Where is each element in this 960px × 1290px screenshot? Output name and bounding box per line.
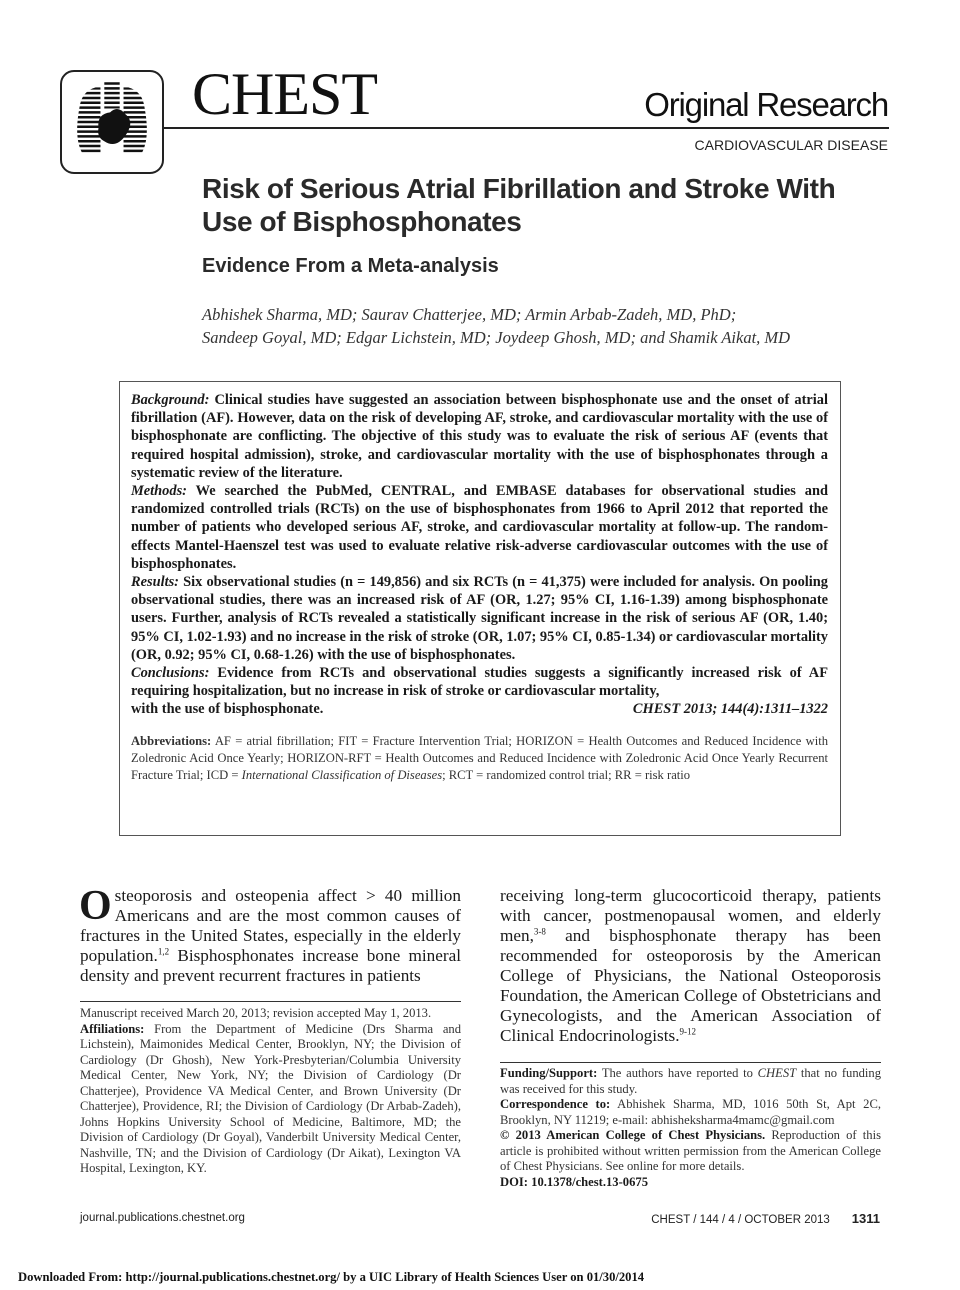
header-divider xyxy=(164,127,889,129)
abstract-citation-line: with the use of bisphosphonate. CHEST 2013; 144(4):1311–1322 xyxy=(131,701,828,718)
copyright: © 2013 American College of Chest Physicians. Reproduction of this article is prohibited without written permission from the American College of Chest Physicians. See online for more details. xyxy=(500,1128,881,1173)
article-subtitle: Evidence From a Meta-analysis xyxy=(202,255,499,277)
body-column-left: Osteoporosis and osteopenia affect > 40 million Americans and are the most common causes of fractures in the United States, especially in the elderly population.$^{1,2}$ Bisphosphonates increase bone mineral density and prevent recurrent fractures in patients xyxy=(79,883,461,985)
author-list xyxy=(202,303,882,349)
abstract xyxy=(119,381,841,836)
journal-name: CHEST xyxy=(192,61,378,127)
chest-logo-icon xyxy=(60,70,164,174)
body-column-right: receiving long-term glucocorticoid therapy, patients with cancer, postmenopausal women, and elderly men,$^{3-8}$ and bisphosphonate therapy has been recommended for osteoporosis by the American College of Physicians, the National Osteoporosis Foundation, the American College of Obstetricians and Gynecologists, and the American Association of Clinical Endocrinologists.$^{9-12}$ xyxy=(500,886,881,1045)
abbreviations: Abbreviations: AF = atrial fibrillation; FIT = Fracture Intervention Trial; HORIZON = Health Outcomes and Reduced Incidence with Zoledronic Acid Once Yearly; HORIZON-RFT = Health Outcomes and Reduced Incidence with Zoledronic Acid Once Yearly Recurrent Fracture Trial; ICD = International Classification of Diseases; RCT = randomized control trial; RR = risk ratio xyxy=(131,733,828,782)
drop-cap: O xyxy=(79,883,112,929)
author-line: Abhishek Sharma, MD; Saurav Chatterjee, MD; Armin Arbab-Zadeh, MD, PhD; xyxy=(202,305,737,324)
doi: DOI: 10.1378/chest.13-0675 xyxy=(500,1174,648,1189)
funding: Funding/Support: The authors have reported to CHEST that no funding was received for this study. xyxy=(500,1066,882,1096)
author-line: Sandeep Goyal, MD; Edgar Lichstein, MD; Joydeep Ghosh, MD; and Shamik Aikat, MD xyxy=(202,328,791,347)
footnote-divider xyxy=(500,1062,881,1063)
citation: CHEST 2013; 144(4):1311–1322 xyxy=(632,701,828,718)
journal-website[interactable]: journal.publications.chestnet.org xyxy=(80,1212,245,1224)
issue-info: CHEST / 144 / 4 / OCTOBER 2013 1311 xyxy=(651,1211,880,1226)
section-type: Original Research xyxy=(644,86,888,123)
affiliations: Affiliations: From the Department of Medicine (Drs Sharma and Lichstein), Maimonides Medical Center, Brooklyn, NY; the Division of Cardiology (Dr Ghosh), New York-Presbyterian/Columbia University Medical Center, New York, NY; the Division of Cardiology (Dr Chatterjee), Providence VA Medical Center, and Brown University (Dr Chatterjee), Providence, RI; the Division of Cardiology (Dr Arbab-Zadeh), Johns Hopkins University School of Medicine, Baltimore, MD; the Division of Cardiology (Dr Goyal), Vanderbilt University Medical Center, Nashville, TN; and the Division of Cardiology (Dr Aikat), Lexington VA Hospital, Lexington, KY. xyxy=(80,1021,462,1175)
abstract-background: Background: Clinical studies have suggested an association between bisphosphonate use and the onset of atrial fibrillation (AF). However, data on the risk of developing AF, stroke, and cardiovascular mortality with the use of bisphosphonate are conflicting. The objective of this study was to evaluate the risk of serious AF (events that required hospital admission), stroke, and cardiovascular mortality with the use of bisphosphonates through a systematic review of the literature. xyxy=(131,392,828,481)
footnotes-left xyxy=(80,1006,461,1177)
article-title: Risk of Serious Atrial Fibrillation and Stroke With Use of Bisphosphonates xyxy=(202,173,836,237)
footnotes-right xyxy=(500,1066,881,1190)
abstract-methods: Methods: We searched the PubMed, CENTRAL, and EMBASE databases for observational studies and randomized controlled trials (RCTs) on the use of bisphosphonates from 1966 to April 2012 that reported the number of patients who developed serious AF, stroke, and cardiovascular mortality at follow-up. The random-effects Mantel-Haenszel test was used to evaluate relative risk-adverse cardiovascular outcomes with the use of bisphosphonates. xyxy=(131,483,828,572)
abstract-results: Results: Six observational studies (n = 149,856) and six RCTs (n = 41,375) were included for analysis. On pooling observational studies, there was an increased risk of AF (OR, 1.27; 95% CI, 1.16-1.39) among bisphosphonate users. Further, analysis of RCTs revealed a statistically significant increase in the risk of serious AF (OR, 1.40; 95% CI, 1.02-1.93) and no increase in the risk of stroke (OR, 1.07; 95% CI, 0.85-1.34) or cardiovascular mortality (OR, 0.92; 95% CI, 0.68-1.26) with the use of bisphosphonates. xyxy=(131,574,828,663)
manuscript-dates: Manuscript received March 20, 2013; revision accepted May 1, 2013. xyxy=(80,1006,432,1020)
article-category: CARDIOVASCULAR DISEASE xyxy=(694,137,888,153)
download-notice: Downloaded From: http://journal.publications.chestnet.org/ by a UIC Library of Health Sciences User on 01/30/2014 xyxy=(18,1270,645,1284)
correspondence: Correspondence to: Abhishek Sharma, MD, 1016 50th St, Apt 2C, Brooklyn, NY 11219; e-mail: abhisheksharma4mamc@gmail.com xyxy=(500,1097,882,1127)
page-number: 1311 xyxy=(851,1211,880,1226)
abstract-conclusions: Conclusions: Evidence from RCTs and observational studies suggests a significantly increased risk of AF requiring hospitalization, but no increase in risk of stroke or cardiovascular mortality, xyxy=(131,665,828,700)
footnote-divider xyxy=(80,1001,461,1002)
